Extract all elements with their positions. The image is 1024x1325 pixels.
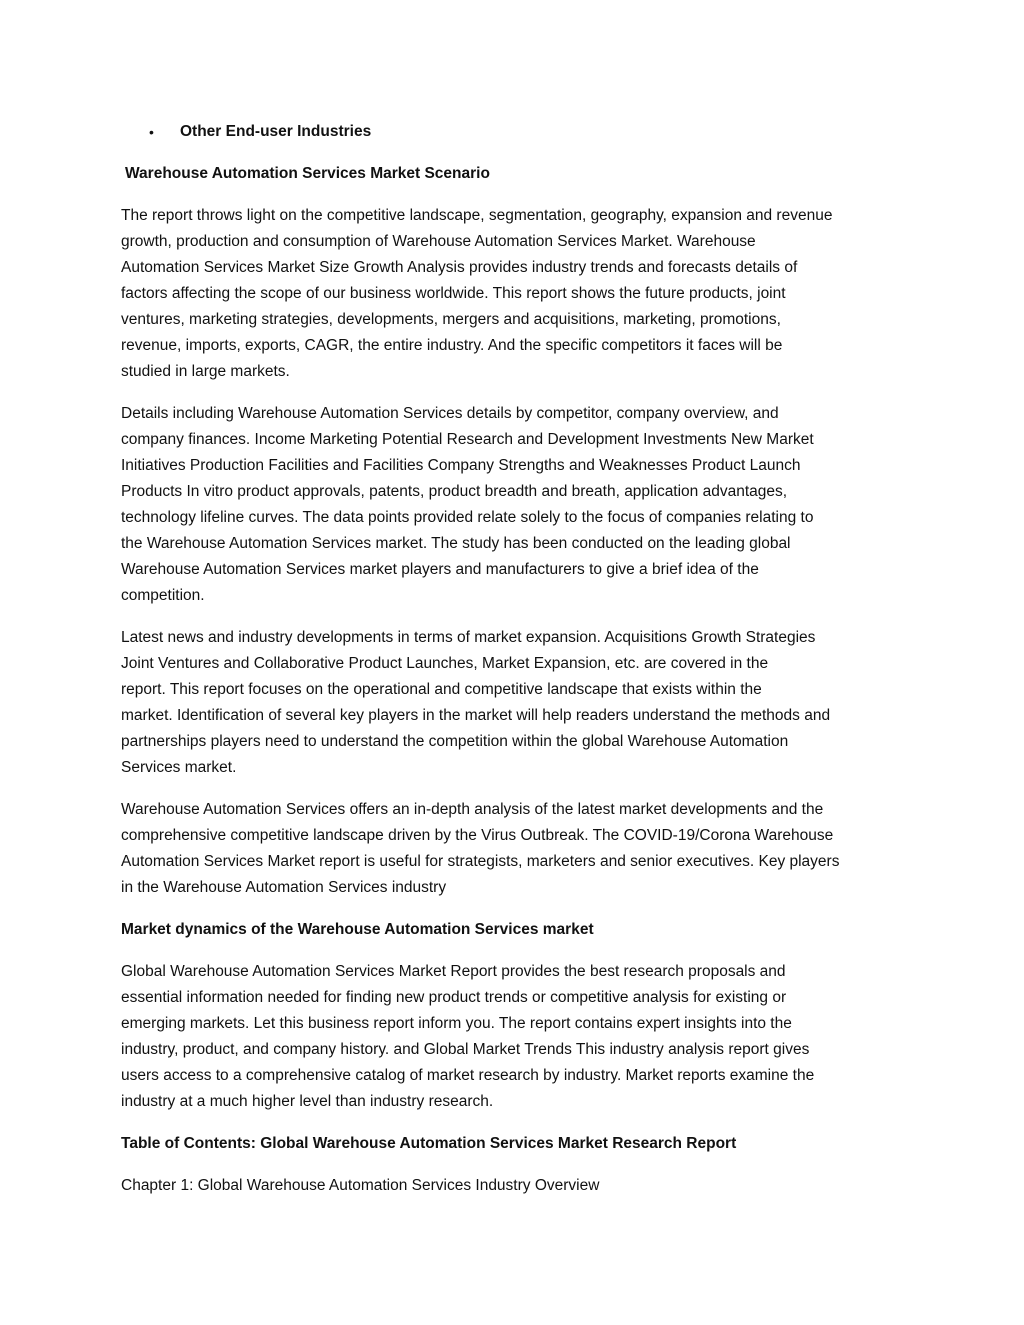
text-line: emerging markets. Let this business report inform you. The report contains expert insights into the [121,1015,792,1032]
paragraph-latest-news [121,625,911,781]
text-line: The report throws light on the competitive landscape, segmentation, geography, expansion and revenue [121,207,833,224]
text-line: users access to a comprehensive catalog of market research by industry. Market reports examine the [121,1067,815,1084]
text-line: industry, product, and company history. and Global Market Trends This industry analysis report gives [121,1041,810,1058]
text-line: competition. [121,587,205,604]
heading-table-of-contents: Table of Contents: Global Warehouse Automation Services Market Research Report [121,1135,737,1152]
text-line: report. This report focuses on the operational and competitive landscape that exists within the [121,681,762,698]
heading-market-scenario: Warehouse Automation Services Market Scenario [125,165,490,182]
text-line: market. Identification of several key players in the market will help readers understand the methods and [121,707,831,724]
text-line: revenue, imports, exports, CAGR, the entire industry. And the specific competitors it faces will be [121,337,783,354]
heading-market-dynamics: Market dynamics of the Warehouse Automation Services market [121,921,594,938]
text-line: industry at a much higher level than industry research. [121,1093,494,1110]
text-line: essential information needed for finding new product trends or competitive analysis for existing or [121,989,787,1006]
text-line: ventures, marketing strategies, developments, mergers and acquisitions, marketing, promotions, [121,311,781,328]
text-line: Details including Warehouse Automation Services details by competitor, company overview, and [121,405,779,422]
toc-chapter-1: Chapter 1: Global Warehouse Automation Services Industry Overview [121,1177,600,1194]
paragraph-report-overview [121,203,911,385]
text-line: Global Warehouse Automation Services Market Report provides the best research proposals and [121,963,786,980]
text-line: partnerships players need to understand the competition within the global Warehouse Automation [121,733,789,750]
bullet-icon: • [149,124,154,140]
document-body [121,119,911,1215]
text-line: Warehouse Automation Services offers an in-depth analysis of the latest market developments and the [121,801,824,818]
paragraph-competitor-details [121,401,911,609]
text-line: in the Warehouse Automation Services industry [121,879,447,896]
text-line: technology lifeline curves. The data points provided relate solely to the focus of companies relating to [121,509,814,526]
text-line: Initiatives Production Facilities and Facilities Company Strengths and Weaknesses Product Launch [121,457,801,474]
text-line: studied in large markets. [121,363,290,380]
bullet-item-text: Other End-user Industries [180,123,372,140]
text-line: the Warehouse Automation Services market. The study has been conducted on the leading global [121,535,791,552]
paragraph-covid-analysis [121,797,911,901]
bullet-list-item [121,119,911,145]
text-line: Automation Services Market report is useful for strategists, marketers and senior executives. Key players [121,853,840,870]
text-line: Automation Services Market Size Growth Analysis provides industry trends and forecasts details of [121,259,798,276]
text-line: factors affecting the scope of our business worldwide. This report shows the future products, joint [121,285,786,302]
text-line: growth, production and consumption of Warehouse Automation Services Market. Warehouse [121,233,756,250]
text-line: Services market. [121,759,237,776]
paragraph-global-report [121,959,911,1115]
text-line: Products In vitro product approvals, patents, product breadth and breath, application advantages, [121,483,788,500]
text-line: Joint Ventures and Collaborative Product Launches, Market Expansion, etc. are covered in the [121,655,769,672]
text-line: company finances. Income Marketing Potential Research and Development Investments New Market [121,431,814,448]
text-line: Warehouse Automation Services market players and manufacturers to give a brief idea of the [121,561,759,578]
text-line: Latest news and industry developments in terms of market expansion. Acquisitions Growth Strategies [121,629,816,646]
text-line: comprehensive competitive landscape driven by the Virus Outbreak. The COVID-19/Corona Warehouse [121,827,834,844]
